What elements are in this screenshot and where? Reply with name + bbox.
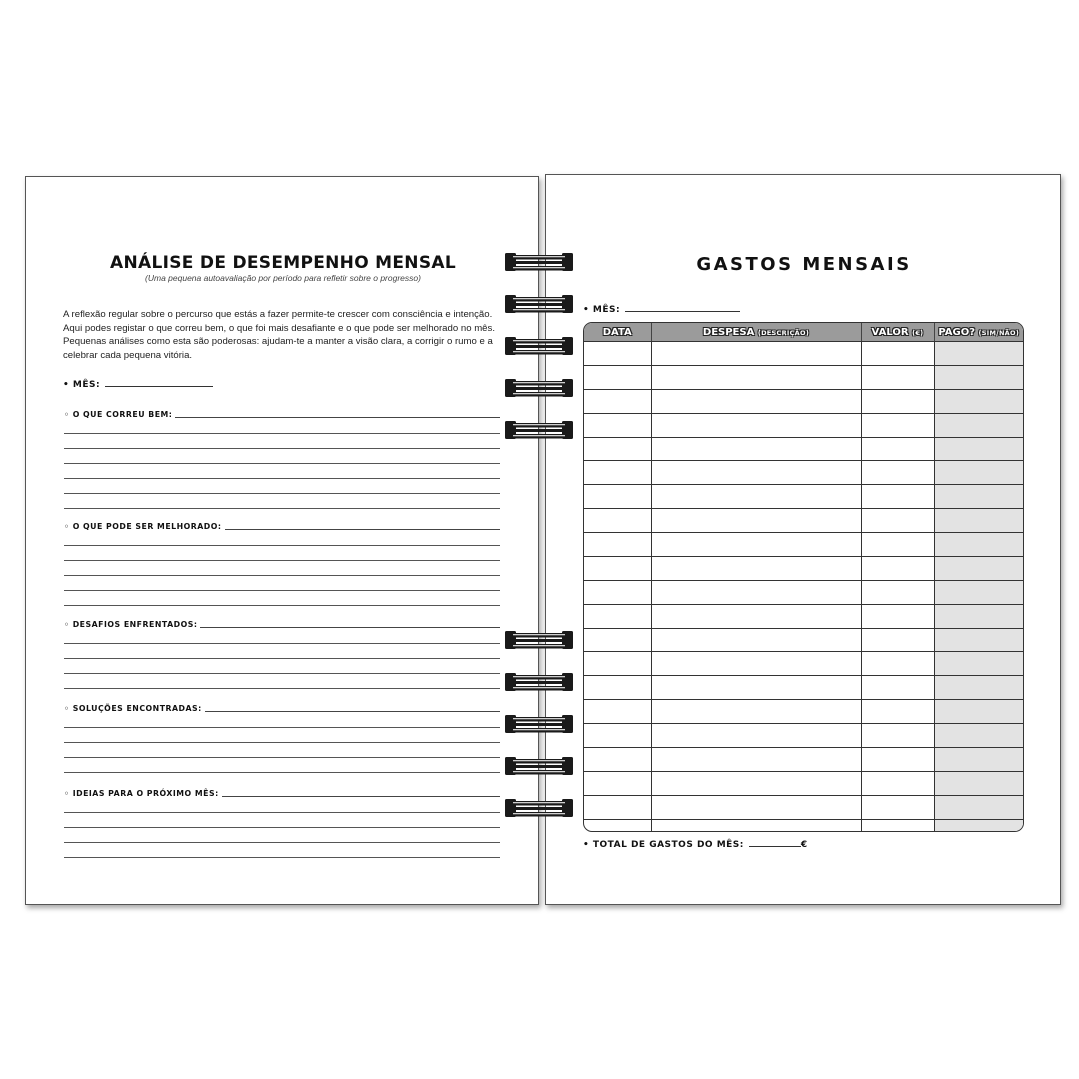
value-cell[interactable] bbox=[861, 509, 934, 533]
write-line[interactable] bbox=[64, 546, 500, 561]
value-cell[interactable] bbox=[861, 724, 934, 748]
write-line[interactable] bbox=[64, 644, 500, 659]
value-cell[interactable] bbox=[861, 365, 934, 389]
page-title: ANÁLISE DE DESEMPENHO MENSAL bbox=[110, 253, 456, 273]
write-line[interactable] bbox=[64, 419, 500, 434]
paid-cell[interactable] bbox=[934, 365, 1023, 389]
value-cell[interactable] bbox=[861, 771, 934, 795]
expense-cell[interactable] bbox=[651, 437, 861, 461]
write-line[interactable] bbox=[200, 627, 500, 628]
paid-cell[interactable] bbox=[934, 437, 1023, 461]
table-row bbox=[584, 437, 1023, 461]
write-line[interactable] bbox=[64, 449, 500, 464]
section-solutions bbox=[64, 702, 500, 773]
binding-ring bbox=[503, 796, 575, 820]
expense-cell[interactable] bbox=[651, 676, 861, 700]
expense-cell[interactable] bbox=[651, 771, 861, 795]
binding-ring bbox=[503, 334, 575, 358]
date-cell[interactable] bbox=[584, 413, 651, 437]
expense-table-body bbox=[584, 342, 1023, 832]
date-cell[interactable] bbox=[584, 604, 651, 628]
table-row bbox=[584, 724, 1023, 748]
binding-ring bbox=[503, 250, 575, 274]
expense-table bbox=[584, 323, 1023, 831]
expense-cell[interactable] bbox=[651, 652, 861, 676]
paid-cell[interactable] bbox=[934, 533, 1023, 557]
date-cell[interactable] bbox=[584, 389, 651, 413]
date-cell[interactable] bbox=[584, 509, 651, 533]
expense-cell[interactable] bbox=[651, 724, 861, 748]
section-went-well bbox=[64, 408, 500, 509]
value-cell[interactable] bbox=[861, 485, 934, 509]
expense-table-frame bbox=[583, 322, 1024, 832]
paid-cell[interactable] bbox=[934, 604, 1023, 628]
month-field[interactable] bbox=[583, 305, 740, 315]
table-row bbox=[584, 747, 1023, 771]
value-cell[interactable] bbox=[861, 342, 934, 366]
expense-cell[interactable] bbox=[651, 580, 861, 604]
date-cell[interactable] bbox=[584, 365, 651, 389]
column-header-expense: DESPESA (DESCRIÇÃO) bbox=[651, 323, 861, 342]
value-cell[interactable] bbox=[861, 533, 934, 557]
value-cell[interactable] bbox=[861, 461, 934, 485]
section-label: ◦ DESAFIOS ENFRENTADOS: bbox=[64, 620, 198, 629]
paid-cell[interactable] bbox=[934, 485, 1023, 509]
table-row bbox=[584, 461, 1023, 485]
table-row bbox=[584, 389, 1023, 413]
expense-cell[interactable] bbox=[651, 700, 861, 724]
value-cell[interactable] bbox=[861, 389, 934, 413]
month-label: • MÊS: bbox=[63, 380, 101, 390]
currency-symbol: € bbox=[800, 840, 808, 850]
table-row bbox=[584, 819, 1023, 831]
date-cell[interactable] bbox=[584, 700, 651, 724]
binding-ring bbox=[503, 712, 575, 736]
date-cell[interactable] bbox=[584, 771, 651, 795]
write-line[interactable] bbox=[64, 674, 500, 689]
section-label: ◦ SOLUÇÕES ENCONTRADAS: bbox=[64, 704, 202, 713]
right-page bbox=[545, 174, 1061, 905]
expense-cell[interactable] bbox=[651, 556, 861, 580]
write-line[interactable] bbox=[64, 591, 500, 606]
expense-cell[interactable] bbox=[651, 604, 861, 628]
column-header-value: VALOR (€) bbox=[861, 323, 934, 342]
table-row bbox=[584, 556, 1023, 580]
section-label: ◦ IDEIAS PARA O PRÓXIMO MÊS: bbox=[64, 789, 219, 798]
write-line[interactable] bbox=[64, 713, 500, 728]
write-line[interactable] bbox=[64, 434, 500, 449]
expense-cell[interactable] bbox=[651, 389, 861, 413]
binding-ring bbox=[503, 376, 575, 400]
total-label: • TOTAL DE GASTOS DO MÊS: bbox=[583, 840, 744, 850]
table-row bbox=[584, 700, 1023, 724]
intro-paragraph: A reflexão regular sobre o percurso que estás a fazer permite-te crescer com consciência e intenção. Aqui podes registar o que correu bem, o que foi mais desafiante e o que pode ser melhorado no mês. Pequenas análises como esta são poderosas: ajudam-te a manter a visão clara, a corrigir o rumo e a celebrar cada pequena vitória. bbox=[63, 309, 495, 361]
date-cell[interactable] bbox=[584, 747, 651, 771]
expense-cell[interactable] bbox=[651, 533, 861, 557]
date-cell[interactable] bbox=[584, 819, 651, 831]
value-cell[interactable] bbox=[861, 580, 934, 604]
write-line[interactable] bbox=[222, 796, 500, 797]
date-cell[interactable] bbox=[584, 485, 651, 509]
binding-ring bbox=[503, 754, 575, 778]
date-cell[interactable] bbox=[584, 652, 651, 676]
expense-cell[interactable] bbox=[651, 342, 861, 366]
paid-cell[interactable] bbox=[934, 700, 1023, 724]
value-cell[interactable] bbox=[861, 676, 934, 700]
table-row bbox=[584, 485, 1023, 509]
expense-cell[interactable] bbox=[651, 485, 861, 509]
write-line[interactable] bbox=[64, 828, 500, 843]
write-line[interactable] bbox=[64, 464, 500, 479]
date-cell[interactable] bbox=[584, 437, 651, 461]
table-row bbox=[584, 652, 1023, 676]
write-line[interactable] bbox=[64, 479, 500, 494]
value-cell[interactable] bbox=[861, 795, 934, 819]
date-cell[interactable] bbox=[584, 533, 651, 557]
write-line[interactable] bbox=[64, 531, 500, 546]
month-line[interactable] bbox=[105, 386, 213, 387]
value-cell[interactable] bbox=[861, 413, 934, 437]
table-row bbox=[584, 604, 1023, 628]
date-cell[interactable] bbox=[584, 556, 651, 580]
total-field[interactable] bbox=[583, 840, 808, 850]
write-line[interactable] bbox=[64, 561, 500, 576]
paid-cell[interactable] bbox=[934, 795, 1023, 819]
column-header-paid: PAGO? (SIM/NÃO) bbox=[934, 323, 1023, 342]
date-cell[interactable] bbox=[584, 580, 651, 604]
paid-cell[interactable] bbox=[934, 556, 1023, 580]
paid-cell[interactable] bbox=[934, 676, 1023, 700]
paid-cell[interactable] bbox=[934, 747, 1023, 771]
write-line[interactable] bbox=[64, 659, 500, 674]
value-cell[interactable] bbox=[861, 747, 934, 771]
binding-ring bbox=[503, 670, 575, 694]
table-row bbox=[584, 628, 1023, 652]
table-row bbox=[584, 533, 1023, 557]
table-row bbox=[584, 771, 1023, 795]
paid-cell[interactable] bbox=[934, 509, 1023, 533]
paid-cell[interactable] bbox=[934, 580, 1023, 604]
binding-ring bbox=[503, 418, 575, 442]
paid-cell[interactable] bbox=[934, 342, 1023, 366]
write-line[interactable] bbox=[205, 711, 500, 712]
date-cell[interactable] bbox=[584, 724, 651, 748]
write-line[interactable] bbox=[64, 813, 500, 828]
binding-ring bbox=[503, 628, 575, 652]
write-line[interactable] bbox=[64, 494, 500, 509]
table-row bbox=[584, 509, 1023, 533]
write-line[interactable] bbox=[64, 629, 500, 644]
paid-cell[interactable] bbox=[934, 628, 1023, 652]
table-row bbox=[584, 580, 1023, 604]
section-label: ◦ O QUE PODE SER MELHORADO: bbox=[64, 522, 222, 531]
value-cell[interactable] bbox=[861, 819, 934, 831]
paid-cell[interactable] bbox=[934, 652, 1023, 676]
page-subtitle: (Uma pequena autoavaliação por período para refletir sobre o progresso) bbox=[145, 273, 421, 283]
paid-cell[interactable] bbox=[934, 461, 1023, 485]
value-cell[interactable] bbox=[861, 604, 934, 628]
date-cell[interactable] bbox=[584, 628, 651, 652]
section-label: ◦ O QUE CORREU BEM: bbox=[64, 410, 173, 419]
write-line[interactable] bbox=[225, 529, 500, 530]
write-line[interactable] bbox=[64, 843, 500, 858]
table-header-row bbox=[584, 323, 1023, 342]
write-line[interactable] bbox=[64, 798, 500, 813]
value-cell[interactable] bbox=[861, 437, 934, 461]
section-can-improve bbox=[64, 520, 500, 606]
paid-cell[interactable] bbox=[934, 819, 1023, 831]
expense-cell[interactable] bbox=[651, 819, 861, 831]
write-line[interactable] bbox=[64, 743, 500, 758]
table-row bbox=[584, 365, 1023, 389]
paid-cell[interactable] bbox=[934, 389, 1023, 413]
date-cell[interactable] bbox=[584, 676, 651, 700]
left-page bbox=[25, 176, 539, 905]
table-row bbox=[584, 342, 1023, 366]
expense-cell[interactable] bbox=[651, 795, 861, 819]
paid-cell[interactable] bbox=[934, 724, 1023, 748]
table-row bbox=[584, 413, 1023, 437]
write-line[interactable] bbox=[64, 728, 500, 743]
page-title: GASTOS MENSAIS bbox=[696, 254, 912, 275]
table-row bbox=[584, 676, 1023, 700]
paid-cell[interactable] bbox=[934, 413, 1023, 437]
expense-cell[interactable] bbox=[651, 509, 861, 533]
date-cell[interactable] bbox=[584, 461, 651, 485]
expense-cell[interactable] bbox=[651, 628, 861, 652]
expense-cell[interactable] bbox=[651, 461, 861, 485]
write-line[interactable] bbox=[64, 576, 500, 591]
section-next-month-ideas bbox=[64, 787, 500, 858]
value-cell[interactable] bbox=[861, 700, 934, 724]
section-challenges bbox=[64, 618, 500, 689]
column-header-date: DATA bbox=[584, 323, 651, 342]
date-cell[interactable] bbox=[584, 795, 651, 819]
month-field[interactable] bbox=[63, 380, 213, 390]
write-line[interactable] bbox=[175, 417, 500, 418]
month-label: • MÊS: bbox=[583, 305, 621, 315]
value-cell[interactable] bbox=[861, 556, 934, 580]
table-row bbox=[584, 795, 1023, 819]
value-cell[interactable] bbox=[861, 652, 934, 676]
value-cell[interactable] bbox=[861, 628, 934, 652]
month-line[interactable] bbox=[625, 311, 740, 312]
total-line[interactable] bbox=[749, 846, 801, 847]
paid-cell[interactable] bbox=[934, 771, 1023, 795]
write-line[interactable] bbox=[64, 758, 500, 773]
binding-ring bbox=[503, 292, 575, 316]
expense-cell[interactable] bbox=[651, 365, 861, 389]
expense-cell[interactable] bbox=[651, 747, 861, 771]
expense-cell[interactable] bbox=[651, 413, 861, 437]
date-cell[interactable] bbox=[584, 342, 651, 366]
